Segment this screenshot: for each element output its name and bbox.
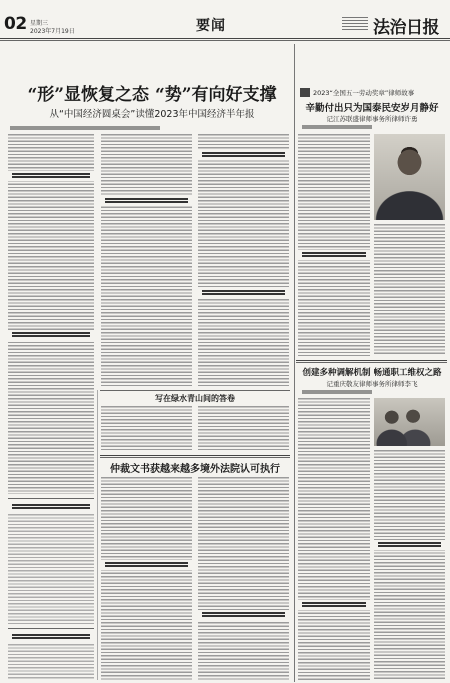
lead-byline [10,126,160,130]
masthead-logo: 法治日报 [373,18,439,38]
scene-photo [374,398,445,446]
section-divider [294,44,295,682]
arbitration-body [101,477,192,680]
arbitration-subhead [198,610,289,620]
brief-divider [8,628,94,629]
lawyer-story-2-headline: 创建多种调解机制 畅通职工维权之路 [302,368,442,378]
lawyer-story-2-subheadline: 记重庆敬友律师事务所律师李飞 [326,380,418,388]
lawyer-story-1-headline: 辛勤付出只为国泰民安岁月静好 [305,103,439,114]
lawyer-story-1-subheadline: 记江苏联盛律师事务所律师许勇 [326,115,418,123]
section-title: 要闻 [196,18,226,34]
lawyer-story-1-body [298,134,370,356]
page-number: 02 [4,14,27,34]
green-story-body [198,406,289,452]
brief-body [8,514,94,625]
lawyer-story-1-body [374,224,445,356]
editor-credits [342,17,368,32]
lead-body-column-1 [8,134,94,494]
brief-headline [8,632,94,642]
series-tag-text: 2023“全国五一劳动奖章”律师故事 [313,89,415,97]
lead-subheadline: 从“中国经济圆桌会”读懂2023年中国经济半年报 [49,109,255,120]
arbitration-body [198,477,289,680]
lawyer-story-2-body [374,450,445,680]
column-rule [97,390,98,680]
weekday: 星期三 [30,20,49,27]
arbitration-headline: 仲裁文书获越来越多境外法院认可执行 [110,464,280,475]
green-story-body [101,406,192,452]
lawyer-story-1-byline [302,125,372,129]
lawyer-story-2-subhead [374,540,445,550]
issue-date: 2023年7月19日 [30,28,75,35]
story-divider [100,455,290,458]
lead-subhead [8,330,94,340]
portrait-photo [374,134,445,220]
lead-subhead [8,171,94,181]
brief-divider [8,498,94,499]
lead-subhead [101,196,192,206]
lead-headline: “形”显恢复之态 “势”有向好支撑 [27,85,277,105]
lead-subhead [198,288,289,298]
lead-body-column-3 [198,134,289,386]
brief-headline [8,502,94,512]
lead-subhead [198,150,289,160]
brief-body [8,644,94,680]
lawyer-story-2-body [298,398,370,680]
lawyer-story-2-subhead [298,600,370,610]
story-divider [296,360,447,363]
series-tag [300,88,414,97]
series-tag-mark [300,88,310,97]
green-story-headline: 写在绿水青山间的答卷 [155,393,235,403]
lead-body-column-2 [101,134,192,386]
lawyer-story-1-subhead [298,250,370,260]
story-divider [100,390,290,391]
lawyer-story-2-byline [302,390,372,394]
arbitration-subhead [101,560,192,570]
header-rule [0,38,450,41]
